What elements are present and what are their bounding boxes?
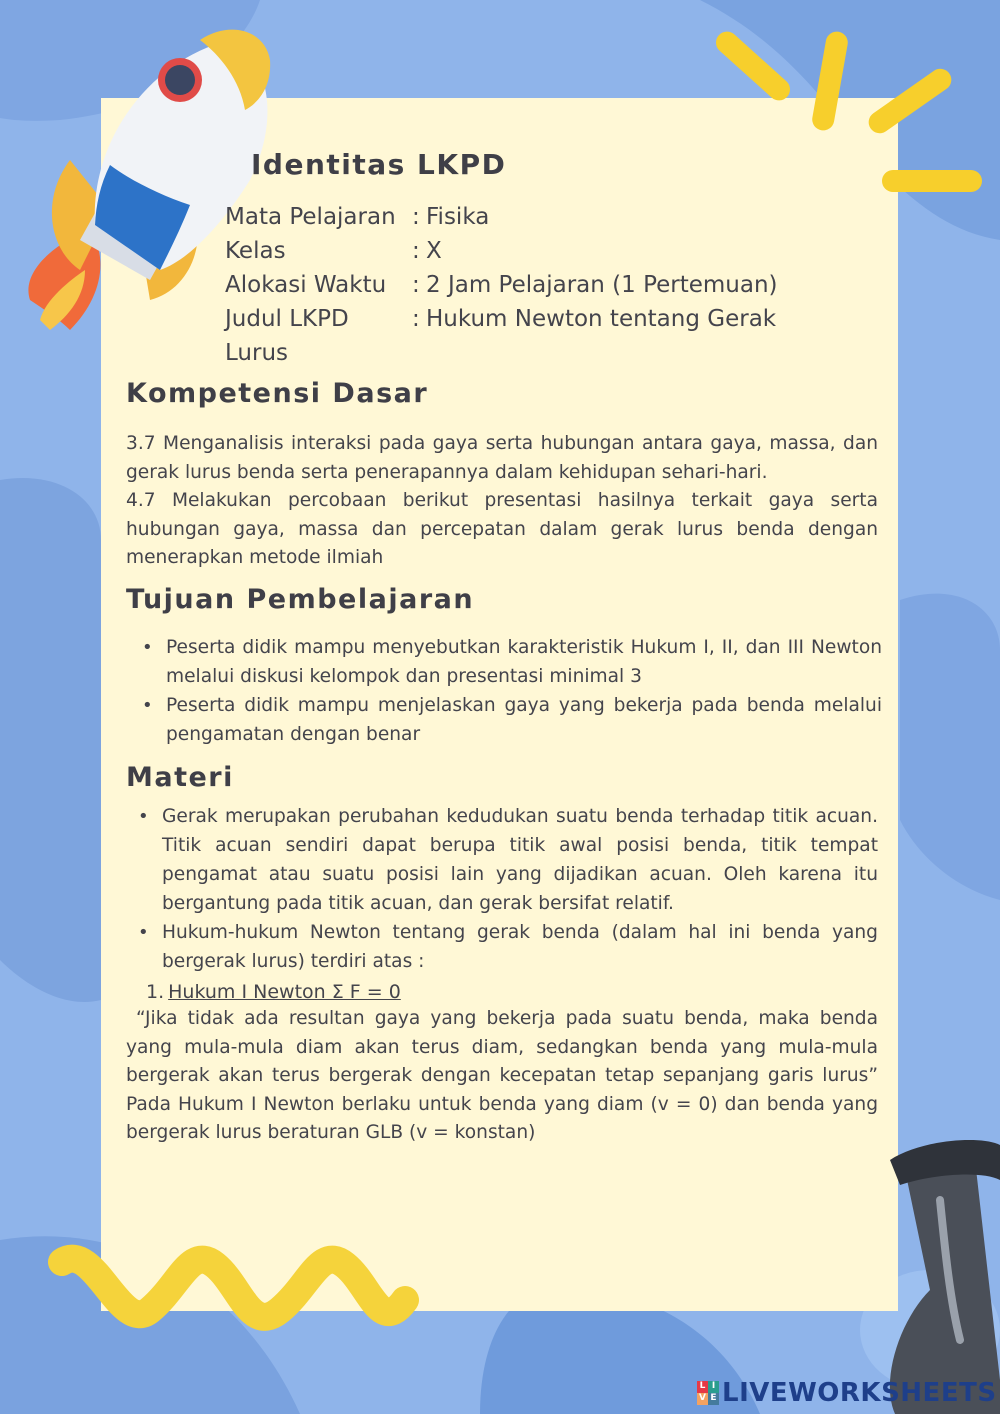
bullet-icon: • xyxy=(142,637,153,658)
tujuan-heading: Tujuan Pembelajaran xyxy=(126,584,475,615)
logo-letter: V xyxy=(697,1393,708,1405)
identity-wrap-line xyxy=(225,336,778,370)
identity-row xyxy=(225,200,778,234)
numbered-item xyxy=(146,978,401,1006)
identity-row xyxy=(225,234,778,268)
identity-value: X xyxy=(426,238,442,264)
identity-value: 2 Jam Pelajaran (1 Pertemuan) xyxy=(426,272,778,298)
identity-heading: Identitas LKPD xyxy=(251,148,507,181)
list-item-text: Peserta didik mampu menyebutkan karakteristik Hukum I, II, dan III Newton melalui diskusi kelompok dan presentasi minimal 3 xyxy=(166,637,882,687)
identity-label: Kelas xyxy=(225,238,286,264)
tujuan-list xyxy=(142,633,882,749)
list-item-text: Peserta didik mampu menjelaskan gaya yang bekerja pada benda melalui pengamatan dengan benar xyxy=(166,695,882,745)
identity-value: Hukum Newton tentang Gerak xyxy=(426,306,777,332)
identity-label: Judul LKPD xyxy=(225,306,349,332)
materi-heading: Materi xyxy=(126,762,234,793)
identity-label: Mata Pelajaran xyxy=(225,204,396,230)
newton-quote: “Jika tidak ada resultan gaya yang bekerja pada suatu benda, maka benda yang mula-mula diam akan terus diam, sedangkan benda yang mula-mula bergerak akan terus bergerak dengan kecepatan tetap sepanjang garis lurus” Pada Hukum I Newton berlaku untuk benda yang diam (v = 0) dan benda yang bergerak lurus beraturan GLB (v = konstan) xyxy=(126,1008,878,1143)
bullet-icon: • xyxy=(138,806,149,827)
identity-colon: : xyxy=(412,272,420,298)
list-item xyxy=(142,633,882,691)
kompetensi-point-2: 4.7 Melakukan percobaan berikut presentasi hasilnya terkait gaya serta hubungan gaya, massa dan percepatan dalam gerak lurus benda dengan menerapkan metode ilmiah xyxy=(126,490,878,568)
numbered-marker: 1. xyxy=(146,981,165,1003)
list-item-text: Hukum-hukum Newton tentang gerak benda (dalam hal ini benda yang bergerak lurus) terdiri atas : xyxy=(162,922,878,972)
bullet-icon: • xyxy=(138,922,149,943)
identity-value: Fisika xyxy=(426,204,490,230)
logo-letter: L xyxy=(697,1381,708,1393)
identity-table xyxy=(225,200,778,370)
identity-row xyxy=(225,268,778,302)
identity-colon: : xyxy=(412,306,420,332)
identity-colon: : xyxy=(412,204,420,230)
list-item xyxy=(138,802,878,918)
identity-colon: : xyxy=(412,238,420,264)
list-item xyxy=(142,691,882,749)
logo-letter: E xyxy=(708,1393,719,1405)
identity-wrap-text: Lurus xyxy=(225,340,289,366)
list-item xyxy=(138,918,878,976)
bullet-icon: • xyxy=(142,695,153,716)
kompetensi-point-1: 3.7 Menganalisis interaksi pada gaya serta hubungan antara gaya, massa, dan gerak lurus benda serta penerapannya dalam kehidupan sehari-hari. xyxy=(126,433,878,483)
liveworksheets-logo-icon xyxy=(697,1381,719,1405)
liveworksheets-watermark[interactable] xyxy=(697,1378,997,1408)
materi-list xyxy=(138,802,878,976)
list-item-text: Gerak merupakan perubahan kedudukan suatu benda terhadap titik acuan. Titik acuan sendiri dapat berupa titik awal posisi benda, titik tempat pengamat atau suatu posisi lain yang dijadikan acuan. Oleh karena itu bergantung pada titik acuan, dan gerak bersifat relatif. xyxy=(162,806,878,914)
kompetensi-heading: Kompetensi Dasar xyxy=(126,378,429,409)
hukum-newton-1-title: Hukum I Newton Σ F = 0 xyxy=(168,981,401,1003)
watermark-text: LIVEWORKSHEETS xyxy=(722,1378,997,1408)
logo-letter: I xyxy=(708,1381,719,1393)
identity-label: Alokasi Waktu xyxy=(225,272,387,298)
identity-row xyxy=(225,302,778,336)
